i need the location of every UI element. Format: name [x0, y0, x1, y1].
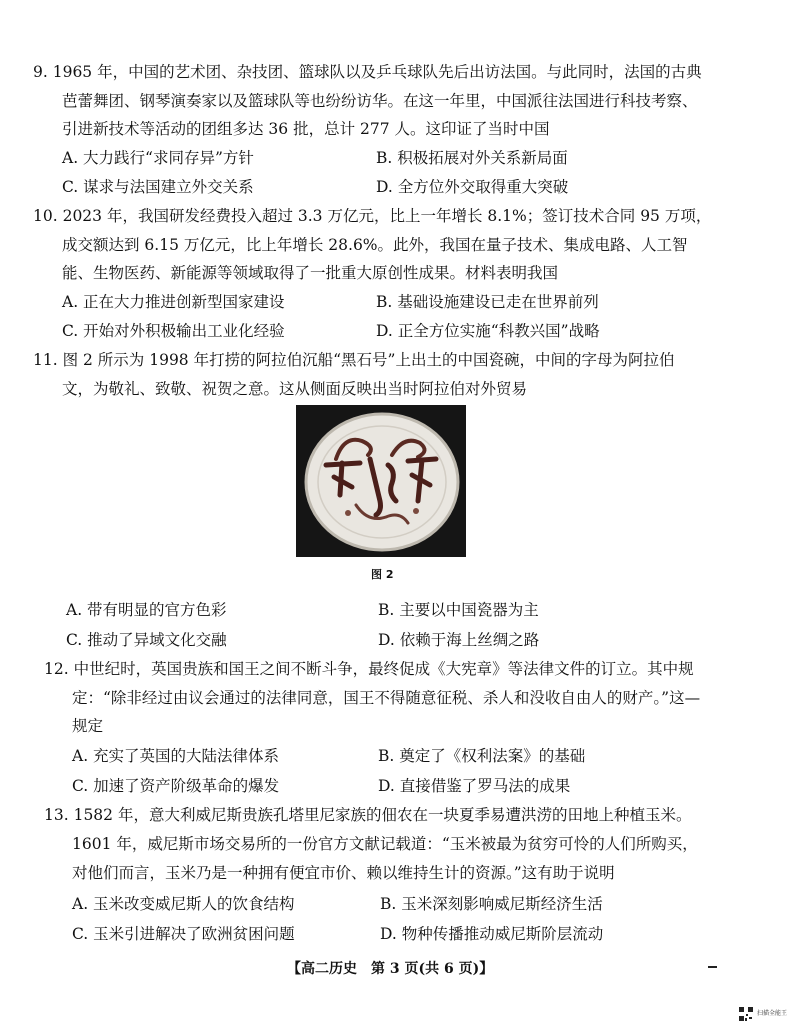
q13-option-a: A. 玉米改变威尼斯人的饮食结构	[72, 895, 295, 913]
q13-option-b: B. 玉米深刻影响威尼斯经济生活	[380, 895, 603, 913]
scanner-watermark: 扫描全能王	[757, 1010, 788, 1017]
q9-option-b: B. 积极拓展对外关系新局面	[376, 149, 568, 167]
q11-option-c: C. 推动了异域文化交融	[66, 631, 227, 649]
q13-line-2: 1601 年，威尼斯市场交易所的一份官方文献记载道：“玉米被最为贫穷可怜的人们所购买，	[72, 835, 698, 853]
q9-option-a: A. 大力践行“求同存异”方针	[62, 149, 254, 167]
q13-option-d: D. 物种传播推动威尼斯阶层流动	[380, 925, 604, 943]
bowl-figure	[296, 405, 466, 557]
q12-option-c: C. 加速了资产阶级革命的爆发	[72, 777, 280, 795]
q10-option-a: A. 正在大力推进创新型国家建设	[62, 293, 285, 311]
q12-line-1: 12. 中世纪时，英国贵族和国王之间不断斗争，最终促成《大宪章》等法律文件的订立。其中规	[44, 660, 694, 678]
q10-line-2: 成交额达到 6.15 万亿元，比上年增长 28.6%。此外，我国在量子技术、集成电路、人工智	[62, 236, 688, 254]
q10-option-b: B. 基础设施建设已走在世界前列	[376, 293, 599, 311]
q9-line-2: 芭蕾舞团、钢琴演奏家以及篮球队等也纷纷访华。在这一年里，中国派往法国进行科技考察、	[62, 92, 698, 110]
q12-option-b: B. 奠定了《权利法案》的基础	[378, 747, 586, 765]
q13-option-c: C. 玉米引进解决了欧洲贫困问题	[72, 925, 295, 943]
q11-option-a: A. 带有明显的官方色彩	[66, 601, 227, 619]
q9-line-3: 引进新技术等活动的团组多达 36 批，总计 277 人。这印证了当时中国	[62, 120, 550, 138]
page-footer: 【高二历史 第 3 页(共 6 页)】	[287, 961, 494, 977]
q10-option-c: C. 开始对外积极输出工业化经验	[62, 322, 285, 340]
q9-line-1: 9. 1965 年，中国的艺术团、杂技团、篮球队以及乒乓球队先后出访法国。与此同时，法国的古典	[33, 63, 702, 81]
q11-line-1: 11. 图 2 所示为 1998 年打捞的阿拉伯沉船“黑石号”上出土的中国瓷碗，中间的字母为阿拉伯	[33, 351, 675, 369]
q11-option-d: D. 依赖于海上丝绸之路	[378, 631, 540, 649]
q12-option-a: A. 充实了英国的大陆法律体系	[72, 747, 280, 765]
q13-line-1: 13. 1582 年，意大利威尼斯贵族孔塔里尼家族的佃农在一块夏季易遭洪涝的田地上种植玉米。	[44, 806, 692, 824]
q10-line-3: 能、生物医药、新能源等领域取得了一批重大原创性成果。材料表明我国	[62, 264, 559, 282]
porcelain-bowl-image	[296, 405, 466, 557]
q12-line-3: 规定	[72, 717, 104, 735]
q12-line-2: 定：“除非经过由议会通过的法律同意，国王不得随意征税、杀人和没收自由人的财产。”这—	[72, 689, 701, 707]
q10-option-d: D. 正全方位实施“科教兴国”战略	[376, 322, 600, 340]
qr-code-icon	[739, 1007, 753, 1021]
q11-line-2: 文，为敬礼、致敬、祝贺之意。这从侧面反映出当时阿拉伯对外贸易	[62, 380, 528, 398]
q13-line-3: 对他们而言，玉米乃是一种拥有便宜市价、赖以维持生计的资源。”这有助于说明	[72, 864, 615, 882]
figure-caption: 图 2	[371, 568, 394, 581]
q10-line-1: 10. 2023 年，我国研发经费投入超过 3.3 万亿元，比上一年增长 8.1%；签订技术合同 95 万项，	[33, 207, 712, 225]
q9-option-d: D. 全方位外交取得重大突破	[376, 178, 569, 196]
q11-option-b: B. 主要以中国瓷器为主	[378, 601, 539, 619]
footer-dash	[708, 966, 717, 968]
q12-option-d: D. 直接借鉴了罗马法的成果	[378, 777, 571, 795]
q9-option-c: C. 谋求与法国建立外交关系	[62, 178, 254, 196]
